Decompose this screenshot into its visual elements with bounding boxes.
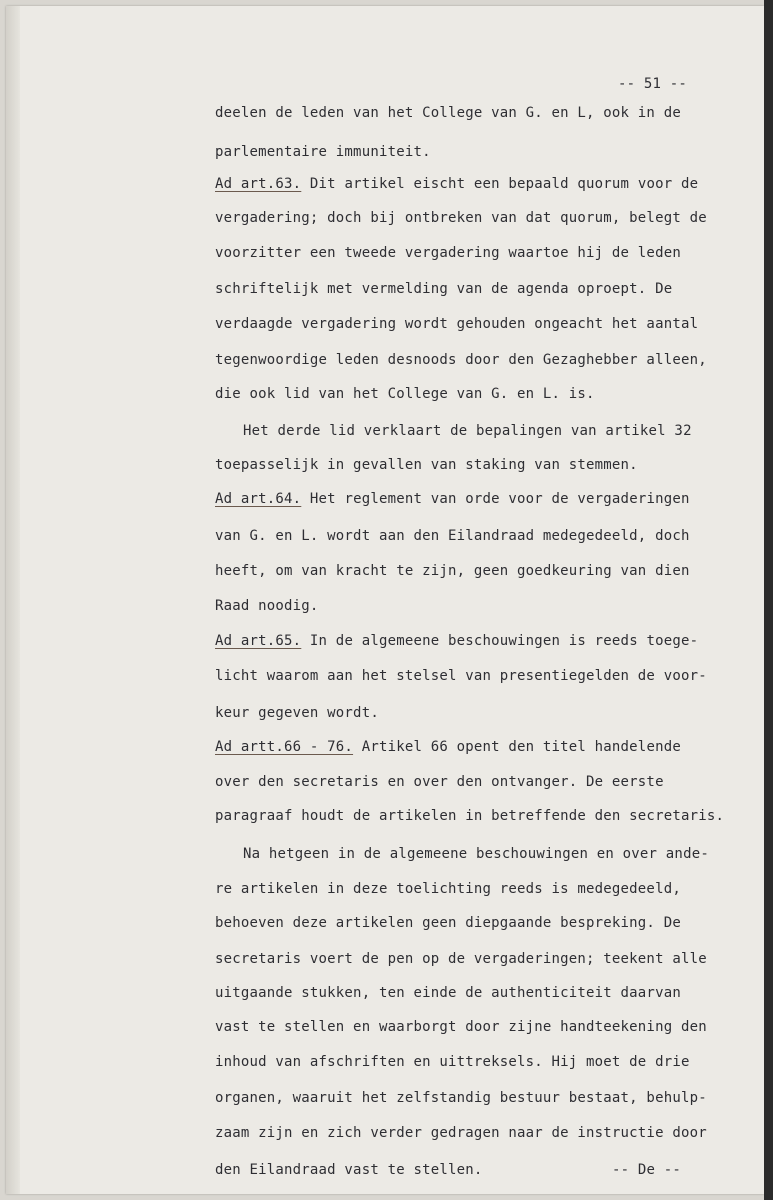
- text-line-8: tegenwoordige leden desnoods door den Gezaghebber alleen,: [215, 352, 707, 368]
- text-line-13: van G. en L. wordt aan den Eilandraad medegedeeld, doch: [215, 528, 690, 544]
- catchword: -- De --: [612, 1162, 682, 1178]
- article-heading-63: Ad art.63.: [215, 176, 302, 192]
- text-line-16: Ad art.65. In de algemeene beschouwingen is reeds toege-: [215, 633, 699, 649]
- text-line-10: Het derde lid verklaart de bepalingen van artikel 32: [243, 423, 692, 439]
- text-line-19: Ad artt.66 - 76. Artikel 66 opent den titel handelende: [215, 739, 681, 755]
- text-line-5: voorzitter een tweede vergadering waartoe hij de leden: [215, 245, 681, 261]
- text-line-12: Ad art.64. Het reglement van orde voor de vergaderingen: [215, 491, 690, 507]
- text-line-26: uitgaande stukken, ten einde de authenticiteit daarvan: [215, 985, 681, 1001]
- text-line-9: die ook lid van het College van G. en L. is.: [215, 386, 595, 402]
- text-line-6: schriftelijk met vermelding van de agenda oproept. De: [215, 281, 673, 297]
- text-line-22: Na hetgeen in de algemeene beschouwingen en over ande-: [243, 846, 709, 862]
- text-line-21: paragraaf houdt de artikelen in betreffende den secretaris.: [215, 808, 725, 824]
- text-line-31: den Eilandraad vast te stellen.: [215, 1162, 483, 1178]
- text-line-24: behoeven deze artikelen geen diepgaande bespreking. De: [215, 915, 681, 931]
- page-binding-gutter: [6, 6, 20, 1194]
- page-number: -- 51 --: [618, 76, 688, 92]
- text-line-7: verdaagde vergadering wordt gehouden ongeacht het aantal: [215, 316, 699, 332]
- text-line-2: parlementaire immuniteit.: [215, 144, 431, 160]
- article-heading-66-76: Ad artt.66 - 76.: [215, 739, 354, 755]
- text-line-3: Ad art.63. Dit artikel eischt een bepaald quorum voor de: [215, 176, 699, 192]
- article-heading-64: Ad art.64.: [215, 491, 302, 507]
- text-line-27: vast te stellen en waarborgt door zijne handteekening den: [215, 1019, 707, 1035]
- text-line-25: secretaris voert de pen op de vergaderingen; teekent alle: [215, 951, 707, 967]
- text-line-28: inhoud van afschriften en uittreksels. Hij moet de drie: [215, 1054, 690, 1070]
- text-line-11: toepasselijk in gevallen van staking van stemmen.: [215, 457, 638, 473]
- text-line-20: over den secretaris en over den ontvanger. De eerste: [215, 774, 664, 790]
- text-line-1: deelen de leden van het College van G. en L, ook in de: [215, 105, 681, 121]
- text-line-29: organen, waaruit het zelfstandig bestuur bestaat, behulp-: [215, 1090, 707, 1106]
- text-line-15: Raad noodig.: [215, 598, 319, 614]
- text-line-30: zaam zijn en zich verder gedragen naar de instructie door: [215, 1125, 707, 1141]
- article-heading-65: Ad art.65.: [215, 633, 302, 649]
- text-line-4: vergadering; doch bij ontbreken van dat quorum, belegt de: [215, 210, 707, 226]
- scan-border: [764, 0, 773, 1200]
- text-line-23: re artikelen in deze toelichting reeds is medegedeeld,: [215, 881, 681, 897]
- text-line-17: licht waarom aan het stelsel van presentiegelden de voor-: [215, 668, 707, 684]
- text-line-18: keur gegeven wordt.: [215, 705, 379, 721]
- text-line-14: heeft, om van kracht te zijn, geen goedkeuring van dien: [215, 563, 690, 579]
